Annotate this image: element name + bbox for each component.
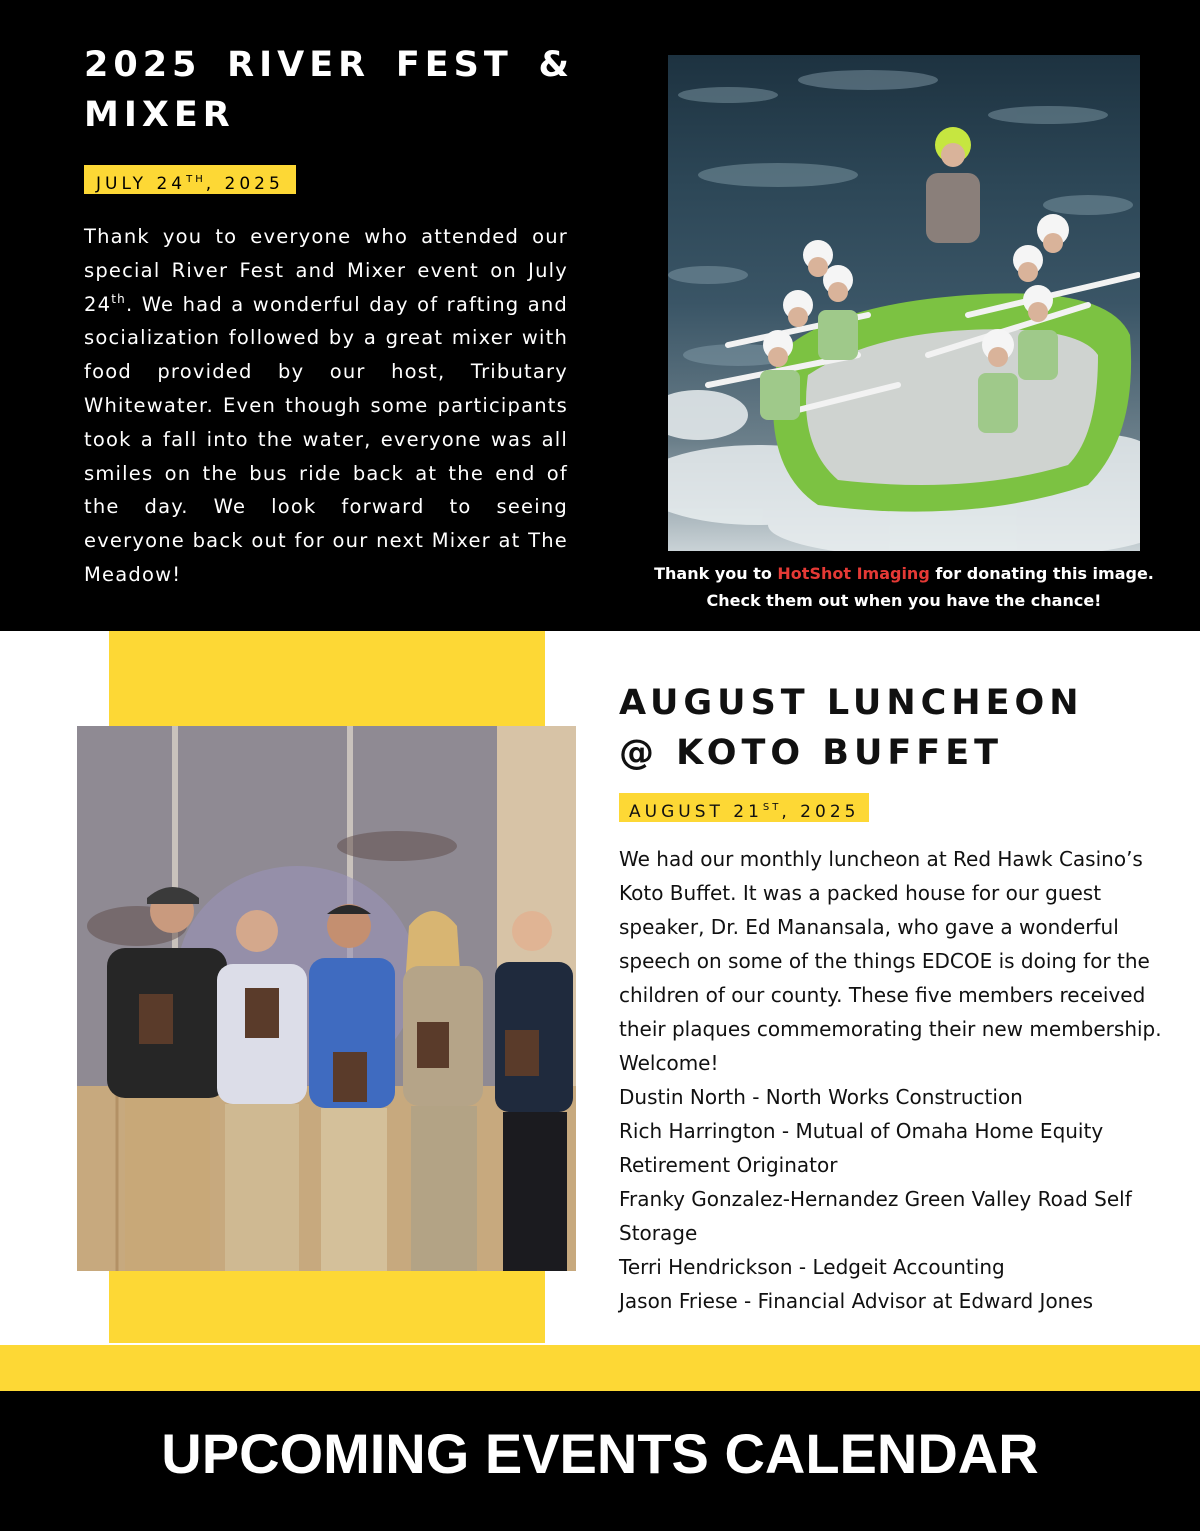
member-entry: Retirement Originator: [619, 1153, 838, 1177]
luncheon-body: [619, 842, 1194, 1318]
luncheon-text-line: We had our monthly luncheon at Red Hawk Casino’s: [619, 847, 1143, 871]
date-main: JULY 24: [96, 174, 187, 194]
date-suffix: ST: [762, 802, 782, 813]
member-entry: Rich Harrington - Mutual of Omaha Home Equity: [619, 1119, 1104, 1143]
caption-prefix: Thank you to: [654, 564, 778, 583]
luncheon-date-badge: [619, 793, 869, 822]
member-entry: Storage: [619, 1221, 698, 1245]
river-fest-section: [0, 0, 1200, 631]
date-year: , 2025: [781, 802, 860, 822]
events-calendar-banner: [0, 1391, 1200, 1531]
group-illustration: [77, 726, 576, 1271]
luncheon-title-line-2: @ KOTO BUFFET: [619, 733, 1003, 773]
hotshot-imaging-link[interactable]: HotShot Imaging: [777, 564, 930, 583]
luncheon-title-line-1: AUGUST LUNCHEON: [619, 683, 1084, 723]
luncheon-text-line: speaker, Dr. Ed Manansala, who gave a wonderful: [619, 915, 1119, 939]
luncheon-text-line: Koto Buffet. It was a packed house for our guest: [619, 881, 1102, 905]
luncheon-group-photo: [77, 726, 576, 1271]
caption-suffix: for donating this image.: [929, 564, 1154, 583]
rafting-photo: [668, 55, 1140, 551]
photo-credit-caption: [640, 560, 1168, 614]
luncheon-text-line: their plaques commemorating their new membership.: [619, 1017, 1162, 1041]
member-entry: Dustin North - North Works Construction: [619, 1085, 1023, 1109]
river-fest-title: 2025 RIVER FEST & MIXER: [84, 45, 574, 135]
caption-line-2: Check them out when you have the chance!: [706, 591, 1102, 610]
luncheon-title: [619, 678, 1179, 778]
member-entry: Jason Friese - Financial Advisor at Edward Jones: [619, 1289, 1094, 1313]
body-text-sup: th: [111, 291, 126, 306]
date-suffix: TH: [186, 174, 206, 185]
date-main: AUGUST 21: [629, 802, 763, 822]
rafting-illustration: [668, 55, 1140, 551]
events-calendar-heading: UPCOMING EVENTS CALENDAR: [161, 1422, 1039, 1485]
river-fest-body: [84, 220, 568, 592]
luncheon-text-line: Welcome!: [619, 1051, 719, 1075]
luncheon-text-line: speech on some of the things EDCOE is doing for the: [619, 949, 1150, 973]
river-fest-date-badge: [84, 165, 296, 194]
luncheon-text-line: children of our county. These five members received: [619, 983, 1146, 1007]
body-text-start: Thank you to everyone who attended our special River Fest and Mixer event on July 24: [84, 225, 568, 316]
body-text-end: . We had a wonderful day of rafting and socialization followed by a great mixer with food provided by our host, Tributary Whitewater. Even though some participants took a fall into the water, everyone was all smiles on the bus ride back at the end of the day. We look forward to seeing everyone back out for our next Mixer at The Meadow!: [84, 292, 568, 586]
member-entry: Terri Hendrickson - Ledgeit Accounting: [619, 1255, 1005, 1279]
yellow-divider-strip: [0, 1345, 1200, 1391]
date-year: , 2025: [205, 174, 284, 194]
member-entry: Franky Gonzalez-Hernandez Green Valley Road Self: [619, 1187, 1132, 1211]
